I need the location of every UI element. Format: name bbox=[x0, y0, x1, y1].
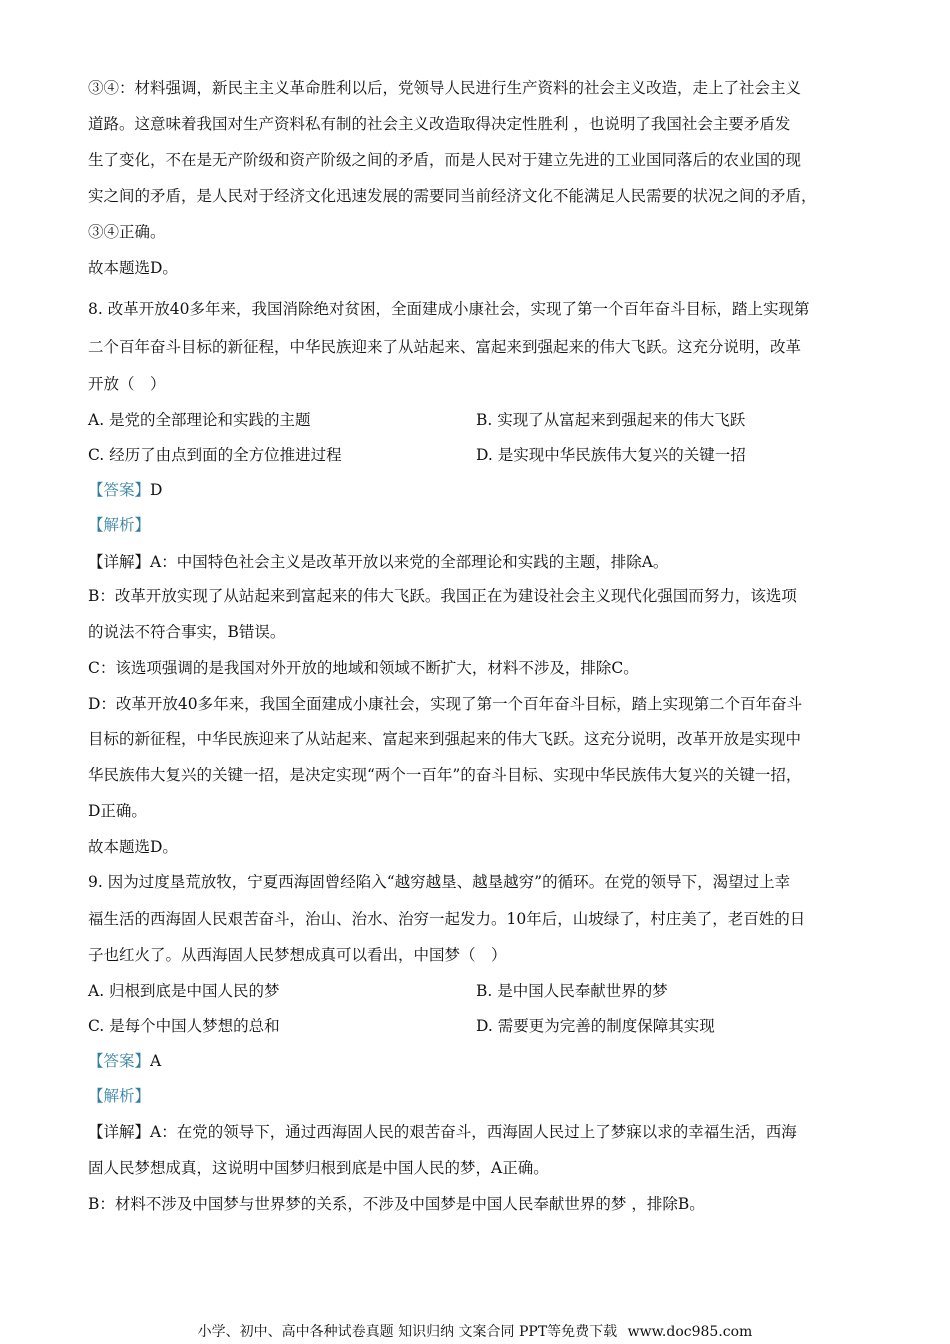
q9-option-c: C. 是每个中国人梦想的总和 bbox=[88, 1017, 280, 1035]
q9-answer-tag: 【答案】 bbox=[88, 1052, 151, 1070]
q9-analysis-heading bbox=[88, 1086, 150, 1106]
q8-stem-line-3: 开放（ ） bbox=[88, 375, 166, 393]
q8-detail-line-6: 目标的新征程，中华民族迎来了从站起来、富起来到强起来的伟大飞跃。这充分说明，改革开放是实现中 bbox=[88, 730, 802, 748]
q9-option-a: A. 归根到底是中国人民的梦 bbox=[88, 982, 280, 1000]
q9-detail-line-3: B：材料不涉及中国梦与世界梦的关系，不涉及中国梦是中国人民奉献世界的梦 ，排除B。 bbox=[88, 1195, 705, 1213]
q9-stem-line-2: 福生活的西海固人民艰苦奋斗，治山、治水、治穷一起发力。10年后，山坡绿了，村庄美了，老百姓的日 bbox=[88, 910, 806, 928]
prev-analysis-line-1: ③④：材料强调，新民主主义革命胜利以后，党领导人民进行生产资料的社会主义改造，走上了社会主义 bbox=[88, 79, 802, 97]
q9-option-b: B. 是中国人民奉献世界的梦 bbox=[476, 982, 668, 1000]
prev-analysis-line-5: ③④正确。 bbox=[88, 223, 166, 241]
q9-options-row-1 bbox=[88, 981, 868, 1001]
q8-detail-line-3: 的说法不符合事实，B错误。 bbox=[88, 623, 286, 641]
q8-option-a: A. 是党的全部理论和实践的主题 bbox=[88, 411, 311, 429]
q8-detail-line-7: 华民族伟大复兴的关键一招，是决定实现“两个一百年”的奋斗目标、实现中华民族伟大复兴的关键一招， bbox=[88, 766, 802, 784]
q8-analysis-heading bbox=[88, 515, 150, 535]
q8-options-row-2 bbox=[88, 445, 868, 465]
q9-detail-text-1: A：在党的领导下，通过西海固人民的艰苦奋斗，西海固人民过上了梦寐以求的幸福生活，西海 bbox=[150, 1123, 797, 1141]
page-footer bbox=[0, 1323, 950, 1341]
q8-conclusion: 故本题选D。 bbox=[88, 838, 178, 856]
q9-detail-tag: 【详解】 bbox=[88, 1123, 151, 1141]
footer-promo-text: 小学、初中、高中各种试卷真题 知识归纳 文案合同 PPT等免费下载 bbox=[197, 1324, 618, 1340]
q8-stem-line-1: 8. 改革开放40多年来，我国消除绝对贫困，全面建成小康社会，实现了第一个百年奋斗目标，踏上实现第 bbox=[88, 300, 810, 318]
q9-answer bbox=[88, 1051, 161, 1071]
q9-option-d: D. 需要更为完善的制度保障其实现 bbox=[476, 1017, 715, 1035]
q9-analysis-tag: 【解析】 bbox=[88, 1087, 151, 1105]
q8-answer-value: D bbox=[150, 481, 163, 499]
q8-answer bbox=[88, 480, 162, 500]
q8-option-d: D. 是实现中华民族伟大复兴的关键一招 bbox=[476, 446, 746, 464]
q8-options-row-1 bbox=[88, 410, 868, 430]
prev-analysis-line-4: 实之间的矛盾，是人民对于经济文化迅速发展的需要同当前经济文化不能满足人民需要的状况之间的矛盾， bbox=[88, 187, 817, 205]
q8-detail-line-5: D：改革开放40多年来，我国全面建成小康社会，实现了第一个百年奋斗目标，踏上实现第二个百年奋斗 bbox=[88, 695, 803, 713]
q9-stem-line-1: 9. 因为过度垦荒放牧，宁夏西海固曾经陷入“越穷越垦、越垦越穷”的循环。在党的领导下，渴望过上幸 bbox=[88, 873, 791, 891]
q8-stem-line-2: 二个百年奋斗目标的新征程，中华民族迎来了从站起来、富起来到强起来的伟大飞跃。这充分说明，改革 bbox=[88, 338, 802, 356]
q8-detail-line-2: B：改革开放实现了从站起来到富起来的伟大飞跃。我国正在为建设社会主义现代化强国而努力，该选项 bbox=[88, 587, 797, 605]
q9-detail-line-2: 固人民梦想成真，这说明中国梦归根到底是中国人民的梦，A正确。 bbox=[88, 1159, 549, 1177]
q9-detail-line-1 bbox=[88, 1122, 797, 1142]
q8-detail-line-1 bbox=[88, 552, 668, 572]
q8-option-b: B. 实现了从富起来到强起来的伟大飞跃 bbox=[476, 411, 746, 429]
q8-detail-line-4: C：该选项强调的是我国对外开放的地域和领域不断扩大，材料不涉及，排除C。 bbox=[88, 659, 639, 677]
q8-detail-line-8: D正确。 bbox=[88, 802, 147, 820]
prev-analysis-line-2: 道路。这意味着我国对生产资料私有制的社会主义改造取得决定性胜利 ，也说明了我国社会主要矛盾发 bbox=[88, 115, 791, 133]
q8-analysis-tag: 【解析】 bbox=[88, 516, 151, 534]
q8-detail-text-1: A：中国特色社会主义是改革开放以来党的全部理论和实践的主题，排除A。 bbox=[150, 553, 669, 571]
prev-conclusion: 故本题选D。 bbox=[88, 259, 178, 277]
q8-answer-tag: 【答案】 bbox=[88, 481, 151, 499]
q9-stem-line-3: 子也红火了。从西海固人民梦想成真可以看出，中国梦（ ） bbox=[88, 946, 507, 964]
q8-option-c: C. 经历了由点到面的全方位推进过程 bbox=[88, 446, 342, 464]
q8-detail-tag: 【详解】 bbox=[88, 553, 151, 571]
q9-answer-value: A bbox=[150, 1052, 162, 1070]
q9-options-row-2 bbox=[88, 1016, 868, 1036]
prev-analysis-line-3: 生了变化，不在是无产阶级和资产阶级之间的矛盾，而是人民对于建立先进的工业国同落后的农业国的现 bbox=[88, 151, 802, 169]
footer-website-link[interactable]: www.doc985.com bbox=[627, 1324, 753, 1340]
